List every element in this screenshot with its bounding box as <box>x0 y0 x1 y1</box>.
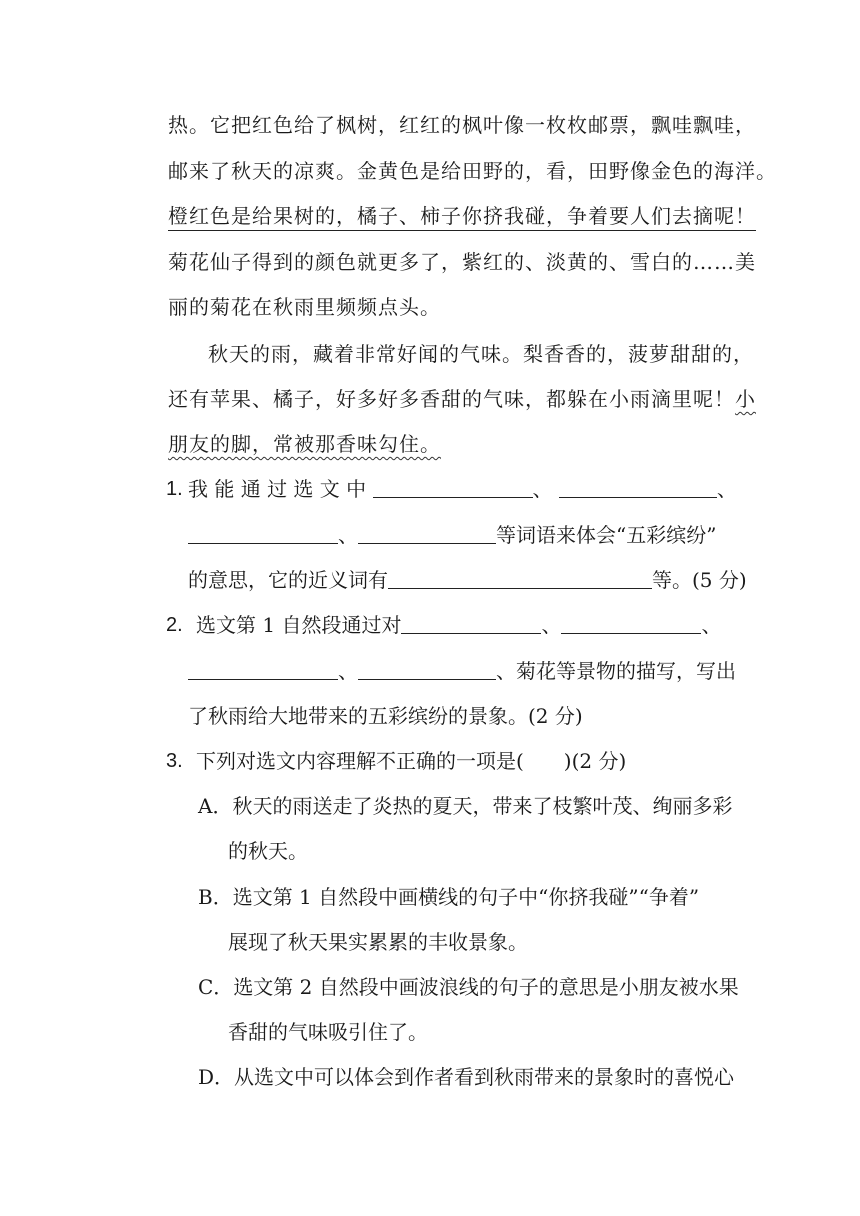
answer-blank[interactable] <box>358 657 496 680</box>
answer-blank[interactable] <box>388 566 652 589</box>
option-text: 选文第 2 自然段中画波浪线的句子的意思是小朋友被水果 <box>233 975 739 999</box>
question-text: 等词语来体会“五彩缤纷” <box>496 523 717 547</box>
passage-line: 丽的菊花在秋雨里频频点头。 <box>168 295 441 319</box>
option-a-continued: 的秋天。 <box>228 839 308 863</box>
question-1-line-3 <box>188 565 747 595</box>
option-text: 秋天的雨送走了炎热的夏天，带来了枝繁叶茂、绚丽多彩 <box>232 794 733 818</box>
passage-line-underlined <box>168 201 756 231</box>
answer-blank[interactable] <box>559 475 717 498</box>
wavy-underlined-sentence-start: 小 <box>735 387 756 411</box>
passage-line: 邮来了秋天的凉爽。金黄色是给田野的，看，田野像金色的海洋。 <box>168 159 777 183</box>
answer-blank[interactable] <box>401 611 541 634</box>
passage-line <box>168 429 738 459</box>
question-text: 、菊花等景物的描写，写出 <box>496 659 736 683</box>
option-text: 选文第 1 自然段中画横线的句子中“你挤我碰”“争着” <box>232 885 700 909</box>
option-d[interactable] <box>198 1062 738 1092</box>
separator: 、 <box>716 477 737 501</box>
passage-line: 秋天的雨，藏着非常好闻的气味。梨香香的，菠萝甜甜的， <box>208 342 754 366</box>
passage-line: 菊花仙子得到的颜色就更多了，紫红的、淡黄的、雪白的……美 <box>168 250 756 274</box>
answer-blank[interactable] <box>373 475 533 498</box>
answer-blank[interactable] <box>358 521 496 544</box>
question-text: 选文第 1 自然段通过对 <box>196 613 402 637</box>
answer-blank[interactable] <box>188 657 338 680</box>
option-label: B． <box>198 885 233 909</box>
option-c-continued: 香甜的气味吸引住了。 <box>228 1020 428 1044</box>
answer-blank[interactable] <box>561 611 701 634</box>
question-number: 1. <box>166 478 183 500</box>
separator: 、 <box>338 523 358 547</box>
passage-line: 热。它把红色给了枫树，红红的枫叶像一枚枚邮票，飘哇飘哇， <box>168 113 756 137</box>
option-b[interactable] <box>198 882 738 912</box>
option-text: 从选文中可以体会到作者看到秋雨带来的景象时的喜悦心 <box>234 1065 735 1089</box>
option-label: A． <box>198 794 233 818</box>
question-3-stem: 下列对选文内容理解不正确的一项是( )(2 分) <box>196 749 627 773</box>
passage-text: 还有苹果、橘子，好多好多香甜的气味，都躲在小雨滴里呢！ <box>168 387 735 411</box>
question-text: 我 能 通 过 选 文 中 <box>188 477 367 501</box>
straight-underlined-sentence: 橙红色是给果树的，橘子、柿子你挤我碰，争着要人们去摘呢！ <box>168 204 756 231</box>
question-1-line-2 <box>188 520 738 550</box>
wavy-underlined-sentence-end: 朋友的脚，常被那香味勾住。 <box>168 432 441 456</box>
option-c[interactable] <box>198 972 738 1002</box>
question-1-line-1 <box>188 474 738 504</box>
option-b-continued: 展现了秋天果实累累的丰收景象。 <box>228 930 528 954</box>
question-2-line-2 <box>188 656 738 686</box>
question-text: 等。(5 分) <box>652 568 747 592</box>
option-a[interactable] <box>198 791 738 821</box>
question-2-line-1 <box>196 610 738 640</box>
question-number: 2. <box>166 614 183 636</box>
option-label: C． <box>198 975 234 999</box>
passage-line <box>168 384 756 414</box>
separator: 、 <box>338 659 358 683</box>
separator: 、 <box>701 613 722 637</box>
question-number: 3. <box>166 750 183 772</box>
separator: 、 <box>532 477 553 501</box>
question-2-line-3: 了秋雨给大地带来的五彩缤纷的景象。(2 分) <box>188 704 583 728</box>
separator: 、 <box>541 613 562 637</box>
answer-blank[interactable] <box>188 521 338 544</box>
question-text: 的意思，它的近义词有 <box>188 568 388 592</box>
option-label: D． <box>198 1065 235 1089</box>
